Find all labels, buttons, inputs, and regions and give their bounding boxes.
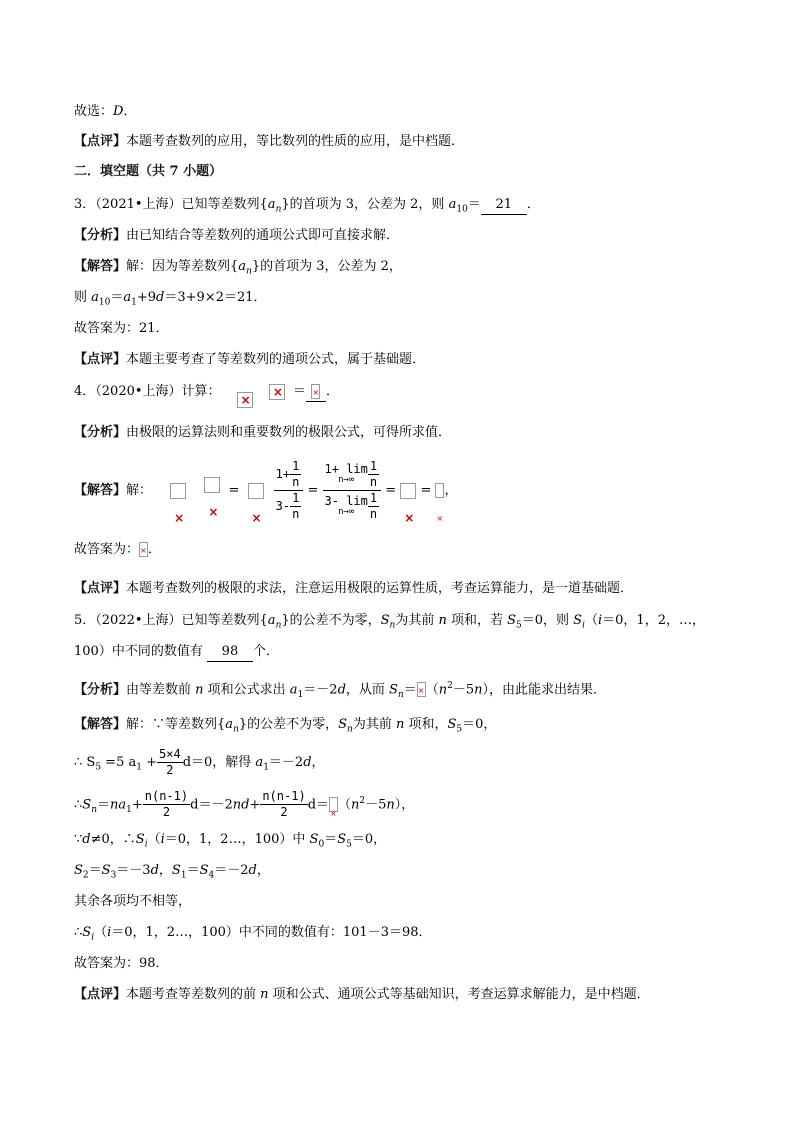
q2-final-answer: 故选：D．: [74, 104, 137, 119]
q5-solution-line2: ∴ $S_5 =5$ $a_1$ + $\frac{5\times 4}{2}$ d＝0，解得 $a_1=-2d$，: [74, 747, 325, 777]
broken-image-icon: [329, 797, 338, 812]
q5-solution-line4: ∵d≠0，$\therefore S_i(i=0$，1，2…，100）中 $S_0=S_5=0$，: [74, 832, 387, 850]
q4-comment: 【点评】本题考查数列的极限的求法，注意运用极限的运算性质，考查运算能力，是一道基础题．: [74, 581, 634, 596]
q5-answer-blank: 98: [207, 643, 253, 662]
q4-question: 4．（2020•上海）计算： × × ＝× ．: [74, 383, 339, 402]
q4-solution: 【解答】解： × × = × 1+ $\frac{1}{n}$ 3- $\frac{1}{n}$ = 1+ lim n→∞ $\frac{1}{n}$ 3- lim n→∞ $\frac{1}{n}$ = × = × ，: [74, 455, 458, 527]
broken-image-icon: [237, 392, 253, 408]
q5-analysis: 【分析】由等差数前 n 项和公式求出 $a_1=-2d$，从而 $S_n=\times (n^2-5n)$，由此能求出结果．: [74, 677, 606, 704]
q5-solution-line1: 【解答】解：∵等差数列$\{a_n\}$的公差不为零，$S_n$为其前 n 项和，$S_5=0$，: [74, 717, 497, 735]
broken-image-icon: [435, 483, 444, 498]
q5-solution-line6: 其余各项均不相等，: [74, 894, 192, 909]
broken-image-icon: [311, 384, 320, 399]
q5-question-line2: 100）中不同的数值有 98 个．: [74, 643, 279, 662]
q5-solution-line3: $\therefore S_n=na_1+$ $\frac{n(n-1)}{2}$ d＝－2nd+ $\frac{n(n-1)}{2}$ $d=\times (n^2-5n)$，: [74, 784, 414, 827]
broken-image-icon: [139, 542, 148, 557]
broken-image-icon: [204, 477, 220, 493]
q5-comment: 【点评】本题考查等差数列的前 n 项和公式、通项公式等基础知识，考查运算求解能力，是中档题．: [74, 987, 650, 1002]
q5-question-line1: 5．（2022•上海）已知等差数列$\{a_n\}$的公差不为零，$S_n$为其前 n 项和，若 $S_5=0$，则 $S_i(i=0$，1，2，…，: [74, 613, 705, 631]
broken-image-icon: [248, 483, 264, 499]
broken-image-icon: [170, 483, 186, 499]
q3-solution-line1: 【解答】解：因为等差数列$\{a_n\}$的首项为 3，公差为 2，: [74, 259, 402, 277]
broken-image-icon: [417, 682, 426, 697]
q3-solution-line2: 则 $a_{10}=a_1+9d=3+9\times 2=21$．: [74, 290, 267, 308]
q5-solution-line7: $\therefore S_i(i=0$，1，2…，100）中不同的数值有：101－3＝98．: [74, 925, 432, 943]
section-title: 二．填空题（共 7 小题）: [74, 164, 223, 179]
q5-final: 故答案为：98．: [74, 956, 169, 971]
q3-question: 3．（2021•上海）已知等差数列$\{a_n\}$的首项为 3，公差为 2，则 $a_{10}= 21$ ．: [74, 197, 540, 215]
fraction-1: 1+ $\frac{1}{n}$ 3- $\frac{1}{n}$: [274, 459, 304, 522]
q3-answer-blank: 21: [481, 196, 527, 215]
q4-analysis: 【分析】由极限的运算法则和重要数列的极限公式，可得所求值．: [74, 425, 452, 440]
q2-comment: 【点评】本题考查数列的应用，等比数列的性质的应用，是中档题．: [74, 134, 465, 149]
broken-image-icon: [269, 384, 285, 400]
q3-final: 故答案为：21．: [74, 321, 169, 336]
q4-final: 故答案为：× ．: [74, 541, 161, 559]
broken-image-icon: [400, 483, 416, 499]
q3-comment: 【点评】本题主要考查了等差数列的通项公式，属于基础题．: [74, 352, 426, 367]
fraction-limit: 1+ lim n→∞ $\frac{1}{n}$ 3- lim n→∞ $\frac{1}{n}$: [323, 459, 382, 522]
q5-solution-line5: $S_2=S_3=-3d$，$S_1=S_4=-2d$，: [74, 863, 270, 881]
q3-analysis: 【分析】由已知结合等差数列的通项公式即可直接求解．: [74, 228, 400, 243]
